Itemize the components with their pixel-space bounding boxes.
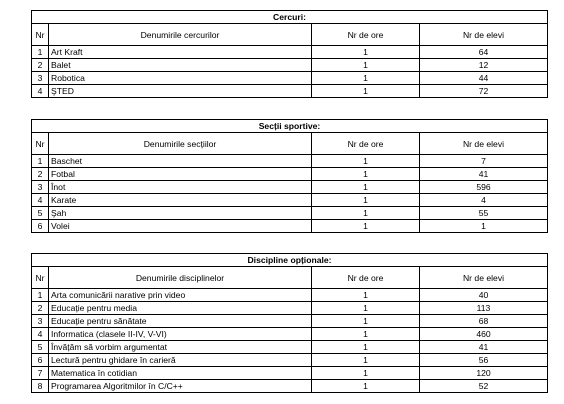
row-hours: 1 (312, 354, 420, 367)
table-row (32, 181, 548, 194)
row-hours: 1 (312, 220, 420, 233)
row-nr: 5 (32, 207, 49, 220)
row-students: 41 (420, 341, 548, 354)
table-row (32, 220, 548, 233)
row-students: 596 (420, 181, 548, 194)
row-students: 64 (420, 46, 548, 59)
row-students: 1 (420, 220, 548, 233)
row-name: Art Kraft (49, 46, 312, 59)
row-nr: 3 (32, 181, 49, 194)
table-title: Discipline opționale: (32, 254, 548, 267)
row-name: Învățăm să vorbim argumentat (49, 341, 312, 354)
row-name: Educație pentru media (49, 302, 312, 315)
header-hours: Nr de ore (312, 24, 420, 46)
table-title: Cercuri: (32, 11, 548, 24)
row-students: 120 (420, 367, 548, 380)
table-row (32, 155, 548, 168)
row-nr: 4 (32, 194, 49, 207)
table-title: Secții sportive: (32, 120, 548, 133)
row-hours: 1 (312, 289, 420, 302)
row-name: Şah (49, 207, 312, 220)
table-row (32, 315, 548, 328)
row-name: Balet (49, 59, 312, 72)
row-nr: 4 (32, 328, 49, 341)
row-hours: 1 (312, 367, 420, 380)
row-nr: 1 (32, 289, 49, 302)
row-students: 56 (420, 354, 548, 367)
row-students: 68 (420, 315, 548, 328)
row-name: Informatica (clasele II-IV, V-VI) (49, 328, 312, 341)
row-students: 72 (420, 85, 548, 98)
table-row (32, 328, 548, 341)
row-hours: 1 (312, 46, 420, 59)
row-nr: 1 (32, 46, 49, 59)
table-row (32, 302, 548, 315)
row-hours: 1 (312, 59, 420, 72)
row-nr: 2 (32, 168, 49, 181)
header-hours: Nr de ore (312, 133, 420, 155)
row-nr: 4 (32, 85, 49, 98)
row-hours: 1 (312, 302, 420, 315)
row-students: 41 (420, 168, 548, 181)
row-name: ŞTED (49, 85, 312, 98)
row-name: Lectură pentru ghidare în carieră (49, 354, 312, 367)
row-hours: 1 (312, 315, 420, 328)
header-hours: Nr de ore (312, 267, 420, 289)
row-nr: 2 (32, 59, 49, 72)
table-row (32, 59, 548, 72)
row-students: 44 (420, 72, 548, 85)
table-row (32, 354, 548, 367)
table-row (32, 341, 548, 354)
row-nr: 2 (32, 302, 49, 315)
row-name: Robotica (49, 72, 312, 85)
row-students: 40 (420, 289, 548, 302)
row-hours: 1 (312, 85, 420, 98)
sectii-sportive-table (31, 119, 548, 233)
table-row (32, 194, 548, 207)
row-hours: 1 (312, 194, 420, 207)
row-hours: 1 (312, 207, 420, 220)
table-row (32, 207, 548, 220)
header-students: Nr de elevi (420, 133, 548, 155)
table-row (32, 72, 548, 85)
row-name: Arta comunicării narative prin video (49, 289, 312, 302)
row-nr: 5 (32, 341, 49, 354)
row-students: 7 (420, 155, 548, 168)
row-hours: 1 (312, 181, 420, 194)
row-students: 4 (420, 194, 548, 207)
table-row (32, 289, 548, 302)
table-row (32, 380, 548, 393)
row-students: 113 (420, 302, 548, 315)
row-students: 12 (420, 59, 548, 72)
row-hours: 1 (312, 380, 420, 393)
row-name: Karate (49, 194, 312, 207)
row-nr: 7 (32, 367, 49, 380)
row-students: 52 (420, 380, 548, 393)
header-name: Denumirile secțiilor (49, 133, 312, 155)
header-students: Nr de elevi (420, 267, 548, 289)
row-hours: 1 (312, 341, 420, 354)
row-name: Fotbal (49, 168, 312, 181)
row-hours: 1 (312, 328, 420, 341)
header-students: Nr de elevi (420, 24, 548, 46)
table-row (32, 367, 548, 380)
row-nr: 8 (32, 380, 49, 393)
table-row (32, 46, 548, 59)
table-row (32, 85, 548, 98)
header-nr: Nr (32, 133, 49, 155)
row-hours: 1 (312, 72, 420, 85)
header-nr: Nr (32, 267, 49, 289)
row-nr: 6 (32, 220, 49, 233)
discipline-optionale-table (31, 253, 548, 393)
row-name: Baschet (49, 155, 312, 168)
row-name: Educație pentru sănătate (49, 315, 312, 328)
row-nr: 6 (32, 354, 49, 367)
row-students: 460 (420, 328, 548, 341)
cercuri-table (31, 10, 548, 98)
row-name: Matematica în cotidian (49, 367, 312, 380)
header-name: Denumirile disciplinelor (49, 267, 312, 289)
header-name: Denumirile cercurilor (49, 24, 312, 46)
row-nr: 3 (32, 72, 49, 85)
row-hours: 1 (312, 168, 420, 181)
row-nr: 1 (32, 155, 49, 168)
header-nr: Nr (32, 24, 49, 46)
row-name: Programarea Algoritmilor în C/C++ (49, 380, 312, 393)
row-name: Volei (49, 220, 312, 233)
row-students: 55 (420, 207, 548, 220)
row-hours: 1 (312, 155, 420, 168)
row-nr: 3 (32, 315, 49, 328)
table-row (32, 168, 548, 181)
row-name: Înot (49, 181, 312, 194)
